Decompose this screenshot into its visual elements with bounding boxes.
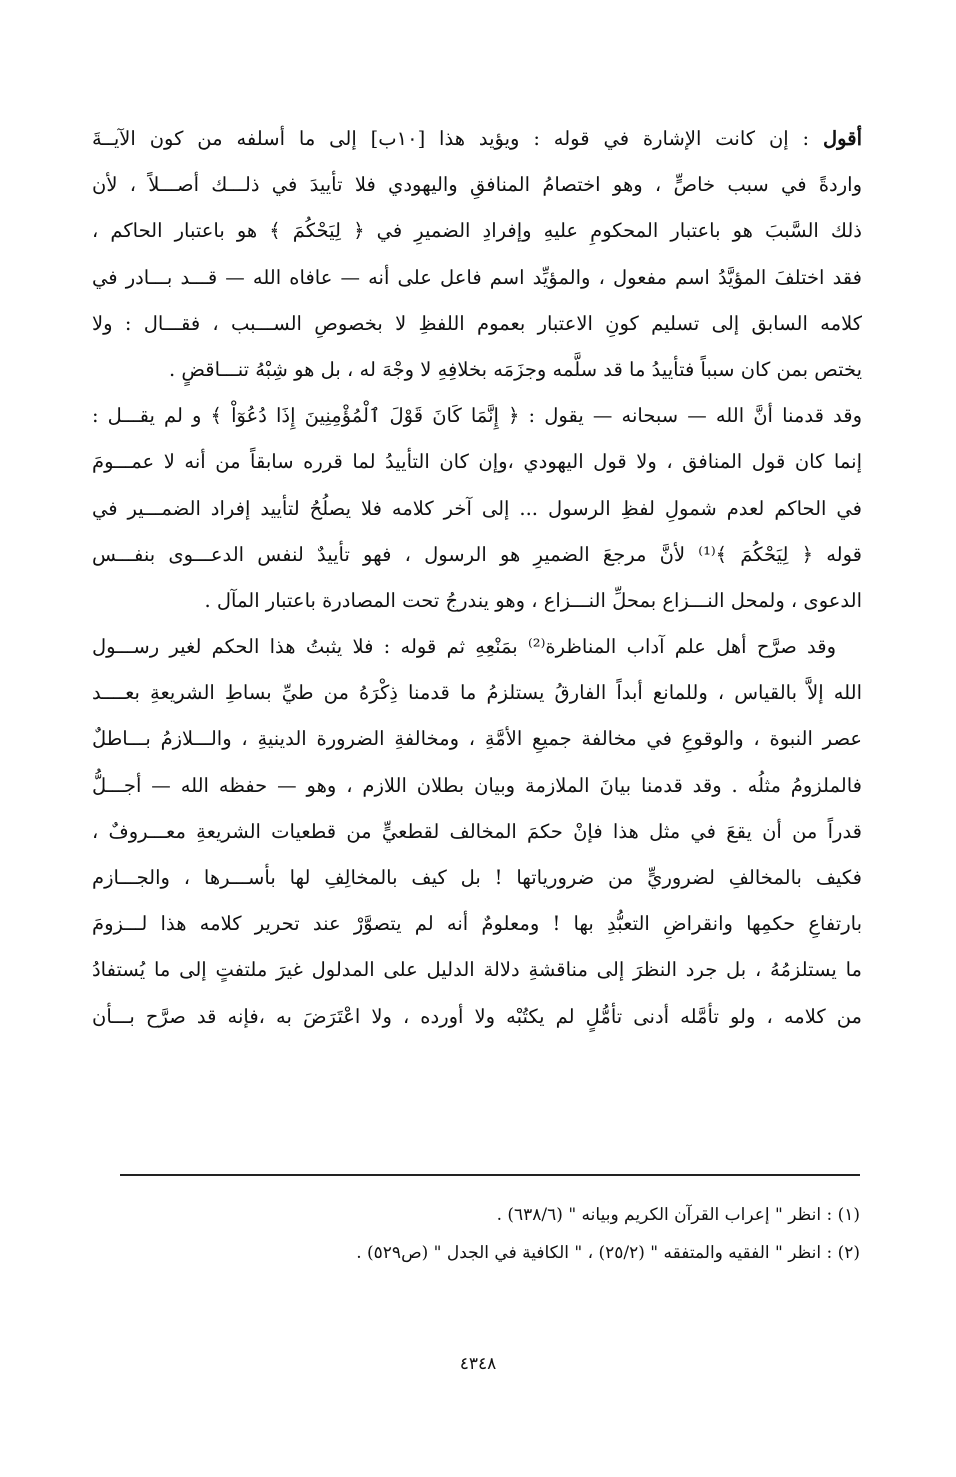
text-line-3: ذلك السَّببَ هو باعتبار المحكومِ عليهِ وإفرادِ الضميرِ في ﴿ لِيَحْكُمَ ﴾ هو باعتبار الحاكم ، [92, 219, 862, 243]
text-line-8: إنما كان قول المنافق ، ولا قول اليهودي ،وإن كان التأييدُ لما قرره سابقاً من أنه لا عمـــومَ [92, 450, 862, 474]
text-line-10: قوله ﴿ لِيَحْكُمَ ﴾⁽¹⁾ لأنَّ مرجعَ الضميرِ هو الرسول ، فهو تأييدٌ لنفس الدعـــوى بنفـــس [92, 542, 862, 566]
text-line-5: كلامه السابق إلى تسليم كونِ الاعتبار بعموم اللفظِ لا بخصوصِ الســـبب ، فقـــال : ولا [92, 311, 862, 335]
footnote-2: (٢) : انظر " الفقيه والمتفقه " (٢٥/٢) ، " الكافية في الجدل " (ص٥٢٩) . [356, 1243, 860, 1263]
text-line-19: ما يستلزمُهُ ، بل جرد النظرَ إلى مناقشةِ دلالة الدليل على المدلول غيرَ ملتفتٍ إلى ما يُستفادُ [92, 958, 862, 982]
text-line-17: فكيف بالمخالفِ لضروريٍّ من ضرورياتها ! بل كيف بالمخالِفِ لها بأســـرها ، والجـــازم [92, 866, 862, 889]
footnote-1: (١) : انظر " إعراب القرآن الكريم وبيانه " (٦٣٨/٦) . [496, 1205, 860, 1225]
text-line-4: فقد اختلفَ المؤيَّدُ اسم مفعول ، والمؤيِّد اسم فاعل على أنه — عافاه الله — قـــد بـــادر في [92, 265, 862, 289]
text-line-1 [92, 116, 862, 162]
footnote-divider [120, 1174, 860, 1176]
text-line-15: فالملزومُ مثلُه . وقد قدمنا بيانَ الملازمة وبيان بطلان اللازم ، وهو — حفظه الله — أجـــلُّ [92, 773, 862, 797]
main-text [92, 116, 862, 1040]
text-line-18: بارتفاعِ حكمِها وانقراضِ التعبُّدِ بها ! ومعلومٌ أنه لم يتصوَّرْ عند تحرير كلامه هذا لـــزومَ [92, 912, 862, 936]
text-line-1-rest: : إن كانت الإشارة في قوله : ويؤيد هذا [١٠ب] إلى ما أسلفه من كون الآيــةَ [92, 127, 824, 150]
text-line-2: واردةً في سبب خاصٍّ ، وهو اختصامُ المنافقِ واليهودي فلا تأييدَ في ذلـــك أصـــلاً ، لأن [92, 173, 862, 197]
text-line-11: الدعوى ، ولمحل النـــزاع بمحلِّ النـــزاع ، وهو يندرجُ تحت المصادرة باعتبار المآل . [204, 588, 862, 612]
page-number: ٤٣٤٨ [459, 1354, 497, 1374]
text-line-7: وقد قدمنا أنَّ الله — سبحانه — يقول : ﴿ إِنَّمَا كَانَ قَوْلَ ٱلْمُؤْمِنِينَ إِذَا دُعُوٓاْ ﴾ و لم يقـــل : [92, 404, 862, 428]
footnotes [120, 1196, 860, 1272]
text-line-6: يختص بمن كان سبباً فتأييدُ ما قد سلَّمه وجزَمَه بخلافِهِ لا وجْهَ له ، بل هو شِبْهُ تنـــاقضٍ . [169, 357, 862, 381]
text-line-20: من كلامه ، ولو تأمَّله أدنى تأمُّلٍ لم يكتُبْه ولا أورده ، ولا اعْتَرَضَ به ،فإنه قد صرَّح بـــأن [92, 1004, 862, 1028]
lead-word: أقول [823, 127, 862, 150]
text-line-13: الله إلاَّ بالقياس ، وللمانع أبداً الفارقُ يستلزمُ ما قدمنا ذِكْرَهُ من طيِّ بساطِ الشريعةِ بعــــد [92, 681, 862, 705]
text-line-16: قدراً من أن يقعَ في مثل هذا فإنْ حكمَ المخالف لقطعيٍّ من قطعيات الشريعةِ معـــروفٌ ، [92, 819, 862, 843]
text-line-9: في الحاكم لعدم شمولِ لفظِ الرسول ... إلى آخر كلامه فلا يصلُحُ لتأييد إفراد الضمـــير في [92, 496, 862, 520]
text-line-12: وقد صرَّح أهل علم آداب المناظرة⁽²⁾ بمَنْعِهِ ثم قوله : فلا يثبتُ هذا الحكم لغير رســـول [92, 635, 837, 659]
text-line-14: عصر النبوة ، والوقوعِ في مخالفة جميعِ الأمَّةِ ، ومخالفةِ الضرورة الدينيةِ ، والـــلازمُ بـــاطلٌ [92, 727, 862, 751]
